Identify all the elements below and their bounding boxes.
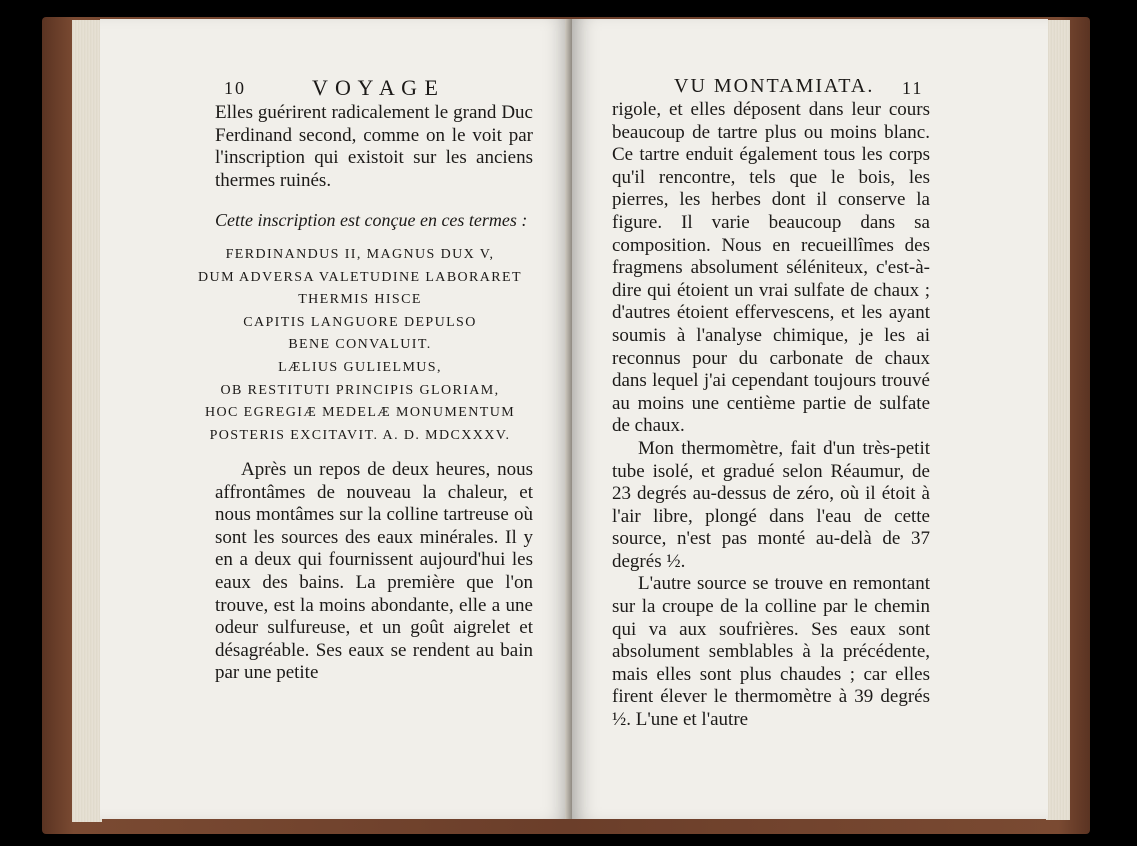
right-running-header: VU MONTAMIATA. xyxy=(674,75,875,97)
inscription-line: HOC EGREGIÆ MEDELÆ MONUMENTUM xyxy=(204,405,516,421)
inscription-line: BENE CONVALUIT. xyxy=(288,337,432,353)
right-paragraph-3: L'autre source se trouve en remontant sur la croupe de la colline par le chemin qui va aux soufrières. Ses eaux sont absolument semblables à la précédente, mais elles sont plus chaudes ; car elles firent élever le thermomètre à 39 degrés ½. L'une et l'autre xyxy=(612,573,930,731)
inscription-line: POSTERIS EXCITAVIT. A. D. MDCXXXV. xyxy=(209,427,511,443)
left-paragraph-1: Elles guérirent radicalement le grand Duc Ferdinand second, comme on le voit par l'inscription qui existoit sur les anciens thermes ruinés. xyxy=(215,102,533,191)
inscription-line: LÆLIUS GULIELMUS, xyxy=(278,359,442,375)
page-edges-right xyxy=(1046,20,1070,820)
inscription xyxy=(190,244,530,447)
right-paragraph-2: Mon thermomètre, fait d'un très-petit tube isolé, et gradué selon Réaumur, de 23 degrés au-dessus de zéro, où il étoit à l'air libre, plongé dans l'eau de cette source, n'est pas monté au-delà de 37 degrés ½. xyxy=(612,437,930,572)
inscription-line: DUM ADVERSA VALETUDINE LABORARET xyxy=(198,269,522,285)
page-edges-left xyxy=(72,20,102,822)
inscription-line: THERMIS HISCE xyxy=(298,292,422,308)
right-paragraph-1: rigole, et elles déposent dans leur cours beaucoup de tartre plus ou moins blanc. Ce tartre enduit également tous les corps qu'il rencontre, tels que le bois, les pierres, les herbes dont il conserve la figure. Il varie beaucoup dans sa composition. Nous en recueillîmes des fragmens absolument séléniteux, c'est-à-dire qui étoient un vrai sulfate de chaux ; d'autres étoient effervescens, et les ayant soumis à l'analyse chimique, je les ai reconnus pour du carbonate de chaux dans lequel j'ai cependant toujours trouvé au moins une centième partie de sulfate de chaux. xyxy=(612,99,930,437)
left-paragraph-2: Après un repos de deux heures, nous affrontâmes de nouveau la chaleur, et nous montâmes sur la colline tartreuse où sont les sources des eaux minérales. Il y en a deux qui fournissent aujourd'hui les eaux des bains. La première que l'on trouve, est la moins abondante, elle a une odeur sulfureuse, et un goût aigrelet et désagréable. Ses eaux se rendent au bain par une petite xyxy=(215,459,533,684)
inscription-line: FERDINANDUS II, MAGNUS DUX V, xyxy=(225,247,495,262)
left-page xyxy=(100,19,570,819)
right-page xyxy=(572,19,1048,819)
right-text xyxy=(612,99,930,732)
right-page-number: 11 xyxy=(902,78,924,98)
inscription-line: OB RESTITUTI PRINCIPIS GLORIAM, xyxy=(220,382,500,398)
left-text-top xyxy=(215,102,533,192)
left-text-bottom xyxy=(215,459,533,685)
left-running-header: V O Y A G E xyxy=(312,75,439,100)
inscription-line: CAPITIS LANGUORE DEPULSO xyxy=(243,314,477,330)
inscription-intro-block xyxy=(215,209,533,232)
left-page-number: 10 xyxy=(224,78,246,98)
inscription-intro: Cette inscription est conçue en ces termes : xyxy=(215,210,528,230)
